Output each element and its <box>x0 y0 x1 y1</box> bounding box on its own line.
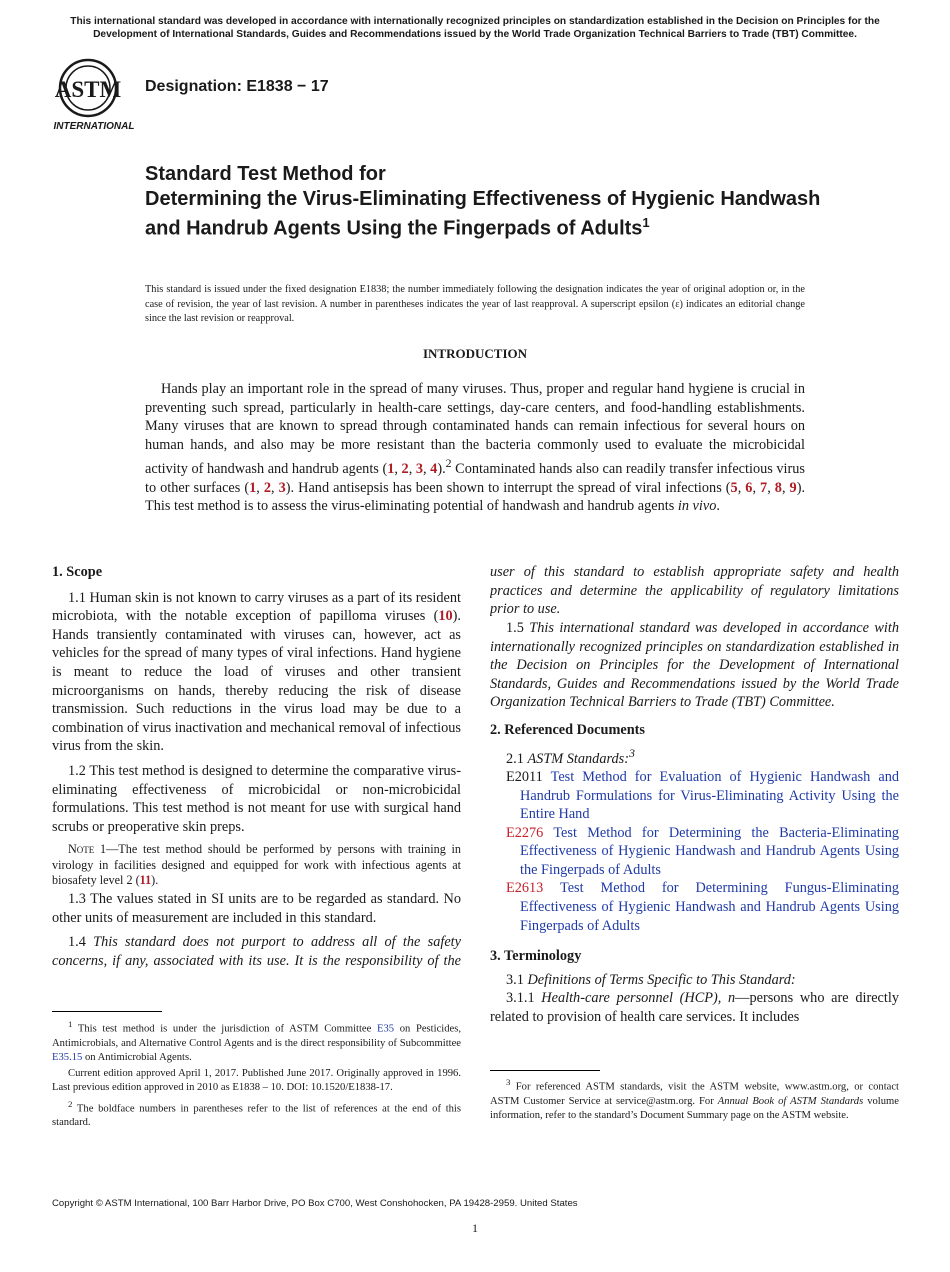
subcommittee-link[interactable]: E35.15 <box>52 1051 83 1063</box>
ref-link[interactable]: 5 <box>730 479 738 496</box>
ref-link[interactable]: 10 <box>438 608 453 625</box>
introduction-heading: INTRODUCTION <box>422 346 527 361</box>
footnotes-right: $^3$ For referenced ASTM standards, visit the ASTM website, www.astm.org, or contact ASTM Customer Service at service@astm.org. For Annual Book of ASTM Standards volume information, refer to the standard’s Document Summary page on the ASTM website. <box>490 1077 899 1121</box>
astm-logo <box>50 56 138 132</box>
footnote-rule-right <box>490 1070 600 1071</box>
para-1-3: 1.3 The values stated in SI units are to be regarded as standard. No other units of measurement are included in this standard. <box>52 890 461 926</box>
ref-link[interactable]: 1 <box>249 479 257 496</box>
introduction-body: Hands play an important role in the spread of many viruses. Thus, proper and regular hand hygiene is crucial in preventing such spread, particularly in health-care settings, day-care centers, and food-handling establishments. Many viruses that are known to spread through contaminated hands can remain infectious for several hours on human hands, and also may be more resistant than the bacteria commonly used to evaluate the microbicidal activity of handwash and handrub agents (1, 2, 3, 4).$^2$ Contaminated hands also can readily transfer infectious virus to other surfaces (1, 2, 3). Hand antisepsis has been shown to interrupt the spread of viral infections (5, 6, 7, 8, 9). This test method is to assess the virus-eliminating potential of handwash and handrub agents in vivo. <box>145 381 806 515</box>
ref-link[interactable]: 11 <box>139 872 152 887</box>
ref-link[interactable]: 4 <box>430 461 438 478</box>
title-line-1: Standard Test Method for <box>145 163 386 185</box>
page-number: 1 <box>472 1221 478 1235</box>
para-2-1: 2.1 ASTM Standards:$^3$ <box>506 745 635 767</box>
ref-link[interactable]: 2 <box>401 461 409 478</box>
left-column <box>52 563 461 970</box>
right-column <box>490 563 899 1027</box>
para-3-1: 3.1 Definitions of Terms Specific to This Standard: <box>506 971 796 988</box>
para-3-1-1: 3.1.1 Health-care personnel (HCP), n—persons who are directly related to provision of health care services. It includes <box>490 990 899 1026</box>
section-terminology-heading: 3. Terminology <box>490 948 582 965</box>
ref-link[interactable]: 1 <box>387 461 395 478</box>
list-item[interactable]: E2011 Test Method for Evaluation of Hygienic Handwash and Handrub Formulations for Virus-Eliminating Activity Using the Entire Hand <box>506 768 899 823</box>
footnote-rule-left <box>52 1011 162 1012</box>
copyright: Copyright © ASTM International, 100 Barr Harbor Drive, PO Box C700, West Conshohocken, PA 19428-2959. United States <box>52 1198 578 1209</box>
section-referenced-documents-heading: 2. Referenced Documents <box>490 721 645 738</box>
ref-link[interactable]: 3 <box>278 479 286 496</box>
ref-link[interactable]: 9 <box>789 479 797 496</box>
designation: Designation: E1838 − 17 <box>145 78 329 95</box>
ref-link[interactable]: 6 <box>745 479 753 496</box>
ref-link[interactable]: 8 <box>774 479 782 496</box>
issued-statement: This standard is issued under the fixed designation E1838; the number immediately following the designation indicates the year of original adoption or, in the case of revision, the year of last revision. A number in parentheses indicates the year of last reapproval. A superscript epsilon (ε) indicates an editorial change since the last revision or reapproval. <box>145 284 805 324</box>
wto-notice: This international standard was developed in accordance with internationally recognized principles on standardization established in the Decision on Principles for the Development of International Standards, Guides and Recommendations issued by the World Trade Organization Technical Barriers to Trade (TBT) Committee. <box>70 16 880 40</box>
title-footnote-mark: 1 <box>642 215 650 230</box>
footnotes-left: $^1$ This test method is under the jurisdiction of ASTM Committee E35 on Pesticides, Antimicrobials, and Alternative Control Agents and is the direct responsibility of Subcommittee E35.15 on Antimicrobial Agents. Current edition approved April 1, 2017. Published June 2017. Originally approved in 1996. Last previous edition approved in 2010 as E1838 – 10. DOI: 10.1520/E1838-17. $^2$ The boldface numbers in parentheses refer to the list of references at the end of this standard. <box>52 1019 461 1129</box>
para-1-2: 1.2 This test method is designed to determine the comparative virus-eliminating effectiveness of microbicidal or non-microbicidal formulations. This test method is not meant for use with surgical hand scrubs or preoperative skin preps. <box>52 762 461 835</box>
para-1-4: 1.4 This standard does not purport to address all of the safety concerns, if any, associated with its use. It is the responsibility of the <box>52 934 461 969</box>
section-scope-heading: 1. Scope <box>52 564 103 580</box>
logo-letters: ASTM <box>54 77 122 102</box>
para-1-5: 1.5 This international standard was developed in accordance with internationally recognized principles on standardization established in the Decision on Principles for the Development of International Standards, Guides and Recommendations issued by the World Trade Organization Technical Barriers to Trade (TBT) Committee. <box>490 620 899 711</box>
ref-link[interactable]: 3 <box>415 461 423 478</box>
list-item[interactable]: E2276 Test Method for Determining the Bacteria-Eliminating Effectiveness of Hygienic Handwash and Handrub Agents Using the Fingerpads of Adults <box>506 824 899 878</box>
list-item[interactable]: E2613 Test Method for Determining Fungus-Eliminating Effectiveness of Hygienic Handwash and Handrub Agents Using Fingerpads of Adults <box>506 880 899 934</box>
document-title <box>145 162 825 241</box>
footnote-mark-2: 2 <box>445 456 452 471</box>
committee-link[interactable]: E35 <box>376 1023 395 1035</box>
title-line-2: Determining the Virus-Eliminating Effectiveness of Hygienic Handwash and Handrub Agents Using the Fingerpads of Adults$^1$ <box>145 187 821 240</box>
astm-standards-list <box>490 768 899 935</box>
logo-subtitle: INTERNATIONAL <box>53 121 135 132</box>
ref-link[interactable]: 2 <box>263 479 272 496</box>
para-1-4-continued: user of this standard to establish appropriate safety and health practices and determine the applicability of regulatory limitations prior to use. <box>490 564 899 618</box>
para-1-1: 1.1 Human skin is not known to carry viruses as a part of its resident microbiota, with the notable exception of papilloma viruses (10). Hands transiently contaminated with viruses can, however, act as vehicles for the spread of many types of viral infections. Hand hygiene is meant to reduce the load of viruses and other transient microorganisms on hands, thereby reducing the risk of disease transmission. Such reductions in the virus load may be due to a combination of virus inactivation and mechanical removal of infectious virus from the skin. <box>52 589 461 755</box>
note-1: Note 1—The test method should be performed by persons with training in virology in facilities designed and equipped for work with infectious agents at biosafety level 2 (11). <box>52 842 462 887</box>
ref-link[interactable]: 7 <box>760 479 768 496</box>
